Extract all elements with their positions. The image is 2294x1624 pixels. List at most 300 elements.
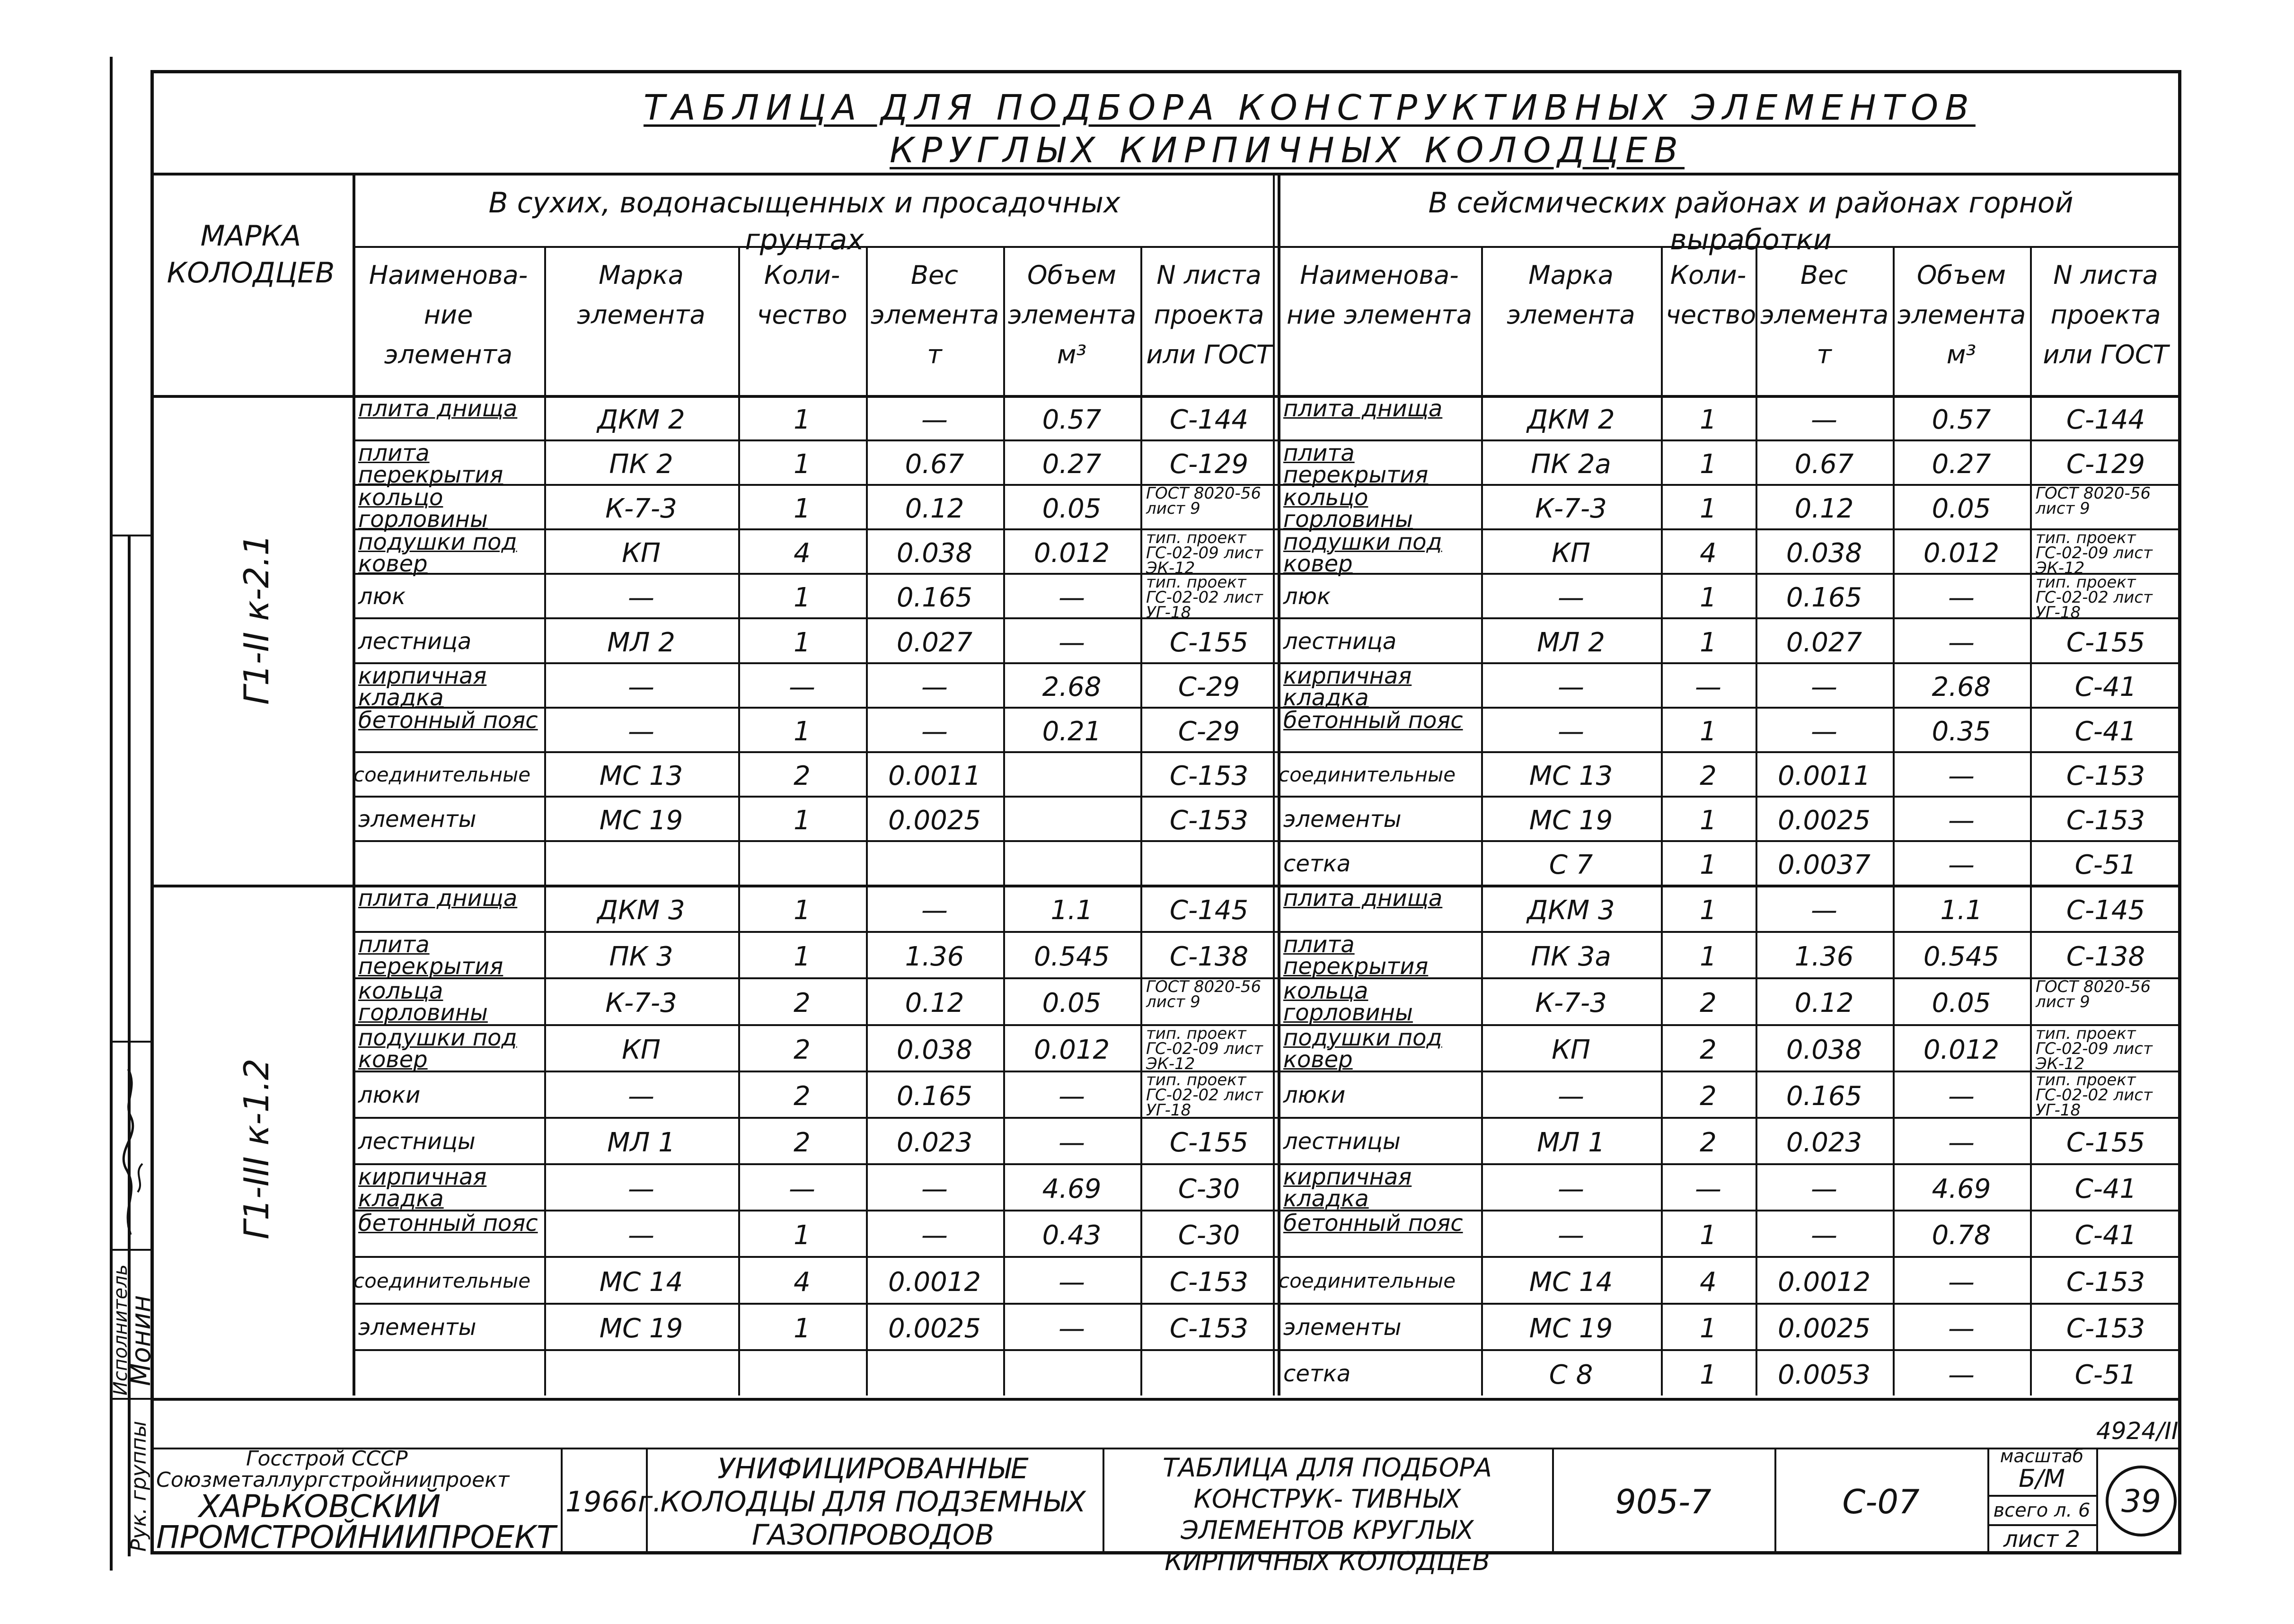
element-name: люк [358,583,406,610]
sheet-reference: ГОСТ 8020-56 лист 9 [2036,977,2151,1012]
header-col-name-left: Наименова- ние элемента [369,260,528,369]
element-weight: 0.0025 [1778,1313,1870,1344]
element-name: кольца горловины [1283,978,1413,1027]
row-line [1278,931,2181,933]
element-weight: 0.0025 [888,1313,981,1344]
grid-line [1756,246,1757,1396]
stamp-org-4: ПРОМСТРОЙНИИПРОЕКТ [156,1519,556,1555]
element-name: плита днища [358,395,518,422]
element-mark: КП [622,538,661,569]
element-mark: МС 14 [1529,1266,1613,1298]
element-qty: 2 [794,1034,811,1065]
title-line-2: КРУГЛЫХ КИРПИЧНЫХ КОЛОДЦЕВ [890,130,1685,171]
header-mark: МАРКА КОЛОДЦЕВ [167,219,335,290]
sheet-reference: С-155 [2066,1127,2145,1158]
row-line [353,617,1278,619]
element-volume: — [1059,1313,1085,1344]
element-volume: 0.57 [1042,404,1102,436]
sheet-reference: С-51 [2074,849,2137,880]
element-weight: 0.165 [896,1080,973,1112]
element-qty: 1 [1700,582,1717,614]
element-weight: 0.0011 [888,760,981,791]
element-weight: 0.027 [896,627,973,658]
element-volume: — [1948,1266,1975,1298]
sheet-reference: С-153 [1169,1313,1249,1344]
side-strip-line [128,535,131,1556]
element-weight: 0.12 [1794,988,1854,1019]
stamp-org-3: ХАРЬКОВСКИЙ [199,1488,441,1525]
element-mark: МЛ 1 [607,1127,675,1158]
element-qty: 2 [794,1127,811,1158]
row-line [1278,1349,2181,1351]
row-line [1278,796,2181,798]
element-qty: 2 [794,1080,811,1112]
stamp-divider [1103,1448,1104,1554]
element-weight: — [1811,1174,1837,1205]
page-number: 39 [2106,1466,2177,1536]
grid-line [1140,246,1142,1396]
element-weight: 0.67 [905,449,964,480]
element-volume: 4.69 [1042,1174,1102,1205]
element-volume: 0.57 [1932,404,1991,436]
element-name: кирпичная кладка [358,662,487,711]
row-line [1278,1303,2181,1305]
element-qty: 2 [1700,1080,1717,1112]
archive-number: 4924/II [2096,1417,2179,1445]
sheet-reference: С-29 [1178,671,1240,702]
sheet-reference: С-155 [2066,627,2145,658]
element-mark: ДКМ 3 [1527,895,1615,926]
element-qty: 1 [1700,849,1717,880]
element-qty: — [789,671,815,702]
element-volume: 0.35 [1932,716,1991,747]
element-qty: 4 [1700,1266,1717,1298]
sheet-reference: С-153 [2066,805,2145,836]
element-mark: МС 19 [599,805,683,836]
element-mark: ПК 2а [1531,449,1611,480]
element-weight: 0.12 [1794,493,1854,525]
row-line [353,1303,1278,1305]
sheet-reference: С-153 [1169,760,1249,791]
stamp-divider [1987,1448,1989,1554]
header-col-volume-right: Объем элемента м³ [1897,260,2026,369]
row-line [353,840,1278,842]
element-mark: — [1558,1080,1584,1112]
element-qty: 2 [1700,988,1717,1019]
element-name: кольца горловины [358,978,488,1027]
element-qty: 1 [1700,449,1717,480]
element-name: плита днища [1283,395,1443,422]
sheet-reference: тип. проект ГС-02-09 лист ЭК-12 [2036,528,2153,578]
header-col-sheet-left: N листа проекта или ГОСТ [1146,260,1272,369]
element-weight: 0.0053 [1778,1359,1870,1390]
element-name: элементы [1283,806,1402,833]
element-mark: МС 19 [599,1313,683,1344]
element-weight: 0.12 [905,988,964,1019]
element-name: бетонный пояс [358,707,538,734]
side-strip-line [110,1249,150,1251]
element-volume: 1.1 [1940,895,1983,926]
element-mark: ДКМ 2 [597,404,685,436]
sheet-reference: С-145 [2066,895,2145,926]
stamp-divider [2096,1448,2098,1554]
element-mark: — [1558,1174,1584,1205]
element-qty: — [789,1174,815,1205]
side-strip-line [110,1398,150,1400]
element-qty: 2 [1700,760,1717,791]
stamp-cell-line [1987,1495,2096,1497]
element-qty: 1 [794,941,811,973]
stamp-series: УНИФИЦИРОВАННЫЕ КОЛОДЦЫ ДЛЯ ПОДЗЕМНЫХ ГАЗОПРОВОДОВ [660,1452,1086,1552]
element-volume: 0.545 [1923,941,2000,973]
element-weight: — [1811,716,1837,747]
element-volume: 0.21 [1042,716,1102,747]
element-weight: — [1811,404,1837,436]
element-qty: 1 [1700,404,1717,436]
element-name: сетка [1283,850,1351,877]
element-mark: МС 13 [599,760,683,791]
sheet-reference: С-145 [1169,895,1249,926]
element-volume: — [1948,760,1975,791]
element-weight: 0.023 [1786,1127,1862,1158]
row-line [353,662,1278,664]
element-mark: КП [622,1034,661,1065]
element-weight: 0.038 [896,538,973,569]
element-volume: — [1059,1266,1085,1298]
element-name: бетонный пояс [358,1210,538,1237]
grid-line [1893,246,1895,1396]
element-volume: 0.012 [1033,1034,1110,1065]
element-name: лестница [358,628,472,655]
row-line [1278,1163,2181,1165]
element-qty: 2 [1700,1127,1717,1158]
element-name: лестницы [1283,1128,1401,1155]
element-weight: 0.165 [1786,582,1862,614]
element-volume: — [1948,1313,1975,1344]
element-weight: 0.0025 [1778,805,1870,836]
grid-line [866,246,868,1396]
element-weight: — [921,1174,948,1205]
element-name: плита днища [1283,885,1443,912]
element-qty: — [1695,1174,1721,1205]
header-group-left: В сухих, водонасыщенных и просадочных грунтах [488,186,1121,256]
element-weight: 0.0011 [1778,760,1870,791]
element-name: соединительные [1279,1269,1456,1292]
element-mark: — [1558,671,1584,702]
stamp-code: 905-7 [1615,1483,1712,1521]
well-mark-2: Г1-III к-1.2 [237,1058,276,1239]
element-name: кольцо горловины [358,484,488,533]
element-name: плита днища [358,885,518,912]
side-name: Монин [126,1295,157,1386]
element-qty: 1 [794,1313,811,1344]
sheet-reference: С-29 [1178,716,1240,747]
header-col-qty-left: Коли- чество [757,260,847,330]
element-name: люки [1283,1081,1346,1108]
sheet-reference: тип. проект ГС-02-09 лист ЭК-12 [1146,1024,1263,1073]
element-mark: К-7-3 [605,988,677,1019]
stamp-total-sheets: всего л. 6 [1993,1500,2091,1521]
element-mark: — [628,1220,654,1251]
row-line [353,751,1278,753]
grid-line [1661,246,1663,1396]
element-mark: — [628,1174,654,1205]
stamp-inner-line [150,1448,2181,1449]
stamp-sheet-title: ТАБЛИЦА ДЛЯ ПОДБОРА КОНСТРУК- ТИВНЫХ ЭЛЕМЕНТОВ КРУГЛЫХ КИРПИЧНЫХ КОЛОДЦЕВ [1163,1453,1492,1576]
element-name: люки [358,1081,421,1108]
element-volume: 4.69 [1932,1174,1991,1205]
element-qty: 4 [794,538,811,569]
element-mark: ПК 3а [1531,941,1611,973]
row-line [1278,1256,2181,1258]
element-volume: — [1948,1127,1975,1158]
element-volume: 0.27 [1042,449,1102,480]
header-col-qty-right: Коли- чество [1666,260,1756,330]
row-line [353,1256,1278,1258]
element-weight: — [921,404,948,436]
element-qty: 1 [1700,895,1717,926]
element-volume: 2.68 [1932,671,1991,702]
element-qty: 1 [794,449,811,480]
sheet-reference: С-155 [1169,627,1249,658]
element-volume: — [1059,1080,1085,1112]
element-weight: — [1811,1220,1837,1251]
stamp-sheet-code: С-07 [1842,1483,1920,1521]
stamp-divider [1552,1448,1554,1554]
element-weight: — [1811,671,1837,702]
stamp-divider [1774,1448,1776,1554]
element-volume: — [1948,1359,1975,1390]
stamp-org-1: Госстрой СССР [246,1447,408,1471]
element-weight: — [921,895,948,926]
element-volume: 0.05 [1042,493,1102,525]
element-weight: 0.027 [1786,627,1862,658]
element-volume: 0.43 [1042,1220,1102,1251]
element-mark: ДКМ 2 [1527,404,1615,436]
title-line-1: ТАБЛИЦА ДЛЯ ПОДБОРА КОНСТРУКТИВНЫХ ЭЛЕМЕНТОВ [644,88,1976,128]
element-volume: 0.78 [1932,1220,1991,1251]
sheet-reference: С-51 [2074,1359,2137,1390]
sheet-reference: С-41 [2074,1220,2137,1251]
sheet-reference: тип. проект ГС-02-02 лист УГ-18 [2036,573,2153,623]
element-weight: 0.0012 [1778,1266,1870,1298]
sheet-reference: С-129 [2066,449,2145,480]
side-role-1: Рук. группы [127,1421,151,1552]
side-role-2: Исполнитель [110,1264,132,1396]
element-qty: 1 [794,895,811,926]
element-name: плита перекрытия [1283,931,1429,980]
element-weight: 0.038 [1786,1034,1862,1065]
grid-line [1481,246,1483,1396]
sheet-reference: С-30 [1178,1174,1240,1205]
stamp-sheet-number: лист 2 [2003,1526,2081,1553]
element-mark: К-7-3 [1535,988,1607,1019]
element-weight: 0.67 [1794,449,1854,480]
sheet-reference: ГОСТ 8020-56 лист 9 [1146,977,1262,1012]
element-volume: — [1059,582,1085,614]
element-weight: — [921,671,948,702]
element-name: плита перекрытия [358,931,503,980]
element-volume: 0.012 [1923,1034,2000,1065]
element-mark: МЛ 2 [607,627,675,658]
sheet-reference: С-153 [1169,805,1249,836]
element-name: люк [1283,583,1331,610]
sheet-reference: С-41 [2074,1174,2137,1205]
element-name: кольцо горловины [1283,484,1413,533]
element-volume: 0.05 [1932,988,1991,1019]
row-line [1278,840,2181,842]
sheet-reference: С-144 [2066,404,2145,436]
stamp-top-line [150,1398,2181,1401]
grid-line [150,173,2181,176]
stamp-scale: Б/М [2018,1465,2065,1493]
sheet-reference: С-153 [1169,1266,1249,1298]
sheet-reference: тип. проект ГС-02-02 лист УГ-18 [1146,573,1263,623]
stamp-org-2: Союзметаллургстройниипроект [156,1468,510,1492]
element-weight: — [921,716,948,747]
element-mark: — [1558,716,1584,747]
element-qty: 1 [794,627,811,658]
stamp-scale-label: масштаб [2000,1446,2084,1466]
element-mark: — [1558,1220,1584,1251]
sheet-reference: С-41 [2074,671,2137,702]
side-strip-line [110,1041,150,1043]
stamp-year: 1966г. [565,1485,662,1519]
element-name: плита перекрытия [358,440,503,489]
element-mark: МС 13 [1529,760,1613,791]
row-line [1278,751,2181,753]
element-name: кирпичная кладка [1283,662,1412,711]
element-qty: 1 [794,404,811,436]
element-volume: 0.545 [1033,941,1110,973]
grid-line [1273,173,1275,1396]
element-mark: МЛ 2 [1537,627,1605,658]
sheet-reference: ГОСТ 8020-56 лист 9 [1146,484,1262,518]
element-qty: 1 [794,805,811,836]
element-qty: 1 [794,493,811,525]
header-group-right: В сейсмических районах и районах горной выработки [1428,186,2073,256]
well-mark-1: Г1-II к-2.1 [237,534,276,705]
element-volume: 1.1 [1050,895,1093,926]
element-volume: — [1948,627,1975,658]
sheet-reference: тип. проект ГС-02-09 лист ЭК-12 [1146,528,1263,578]
sheet-reference: тип. проект ГС-02-02 лист УГ-18 [1146,1070,1263,1120]
element-weight: 1.36 [1794,941,1854,973]
sheet-reference: С-155 [1169,1127,1249,1158]
element-mark: ПК 3 [609,941,673,973]
element-name: плита перекрытия [1283,440,1429,489]
element-qty: 1 [1700,805,1717,836]
element-name: подушки под ковер [1283,529,1442,578]
element-mark: МЛ 1 [1537,1127,1605,1158]
sheet-reference: С-153 [2066,1313,2145,1344]
element-name: бетонный пояс [1283,1210,1463,1237]
element-mark: МС 14 [599,1266,683,1298]
element-qty: 1 [1700,1220,1717,1251]
grid-line [2030,246,2032,1396]
sheet-reference: С-41 [2074,716,2137,747]
element-mark: — [628,582,654,614]
header-col-name-right: Наименова- ние элемента [1287,260,1472,330]
element-name: соединительные [353,1269,531,1292]
element-mark: ДКМ 3 [597,895,685,926]
element-weight: 0.12 [905,493,964,525]
grid-line [544,246,546,1396]
element-qty: 2 [1700,1034,1717,1065]
grid-line [1003,246,1005,1396]
element-qty: 2 [794,988,811,1019]
element-mark: КП [1552,538,1590,569]
element-name: лестницы [358,1128,476,1155]
element-weight: — [921,1220,948,1251]
row-line [353,796,1278,798]
header-col-mark-left: Марка элемента [577,260,706,330]
header-col-weight-left: Вес элемента т [871,260,999,369]
element-volume: 2.68 [1042,671,1102,702]
element-name: подушки под ковер [358,529,517,578]
row-line [353,931,1278,933]
sheet-reference: ГОСТ 8020-56 лист 9 [2036,484,2151,518]
element-name: подушки под ковер [358,1024,517,1073]
element-mark: — [1558,582,1584,614]
element-qty: 4 [1700,538,1717,569]
element-qty: 1 [794,582,811,614]
row-line [353,439,1278,441]
element-weight: 0.038 [1786,538,1862,569]
row-line [1278,439,2181,441]
element-volume: 0.05 [1042,988,1102,1019]
row-line [1278,662,2181,664]
element-name: кирпичная кладка [358,1164,487,1212]
sheet-reference: С-30 [1178,1220,1240,1251]
element-name: элементы [358,1314,476,1341]
element-name: подушки под ковер [1283,1024,1442,1073]
signature [112,1050,150,1239]
element-name: элементы [1283,1314,1402,1341]
element-weight: 0.038 [896,1034,973,1065]
element-weight: 0.0012 [888,1266,981,1298]
element-name: сетка [1283,1360,1351,1387]
sheet-reference: С-153 [2066,760,2145,791]
sheet-reference: тип. проект ГС-02-02 лист УГ-18 [2036,1070,2153,1120]
element-weight: 0.165 [1786,1080,1862,1112]
element-volume: 0.012 [1033,538,1110,569]
element-qty: 1 [1700,1313,1717,1344]
element-volume: 0.05 [1932,493,1991,525]
element-mark: КП [1552,1034,1590,1065]
grid-line [738,246,740,1396]
element-weight: 0.0037 [1778,849,1870,880]
element-name: соединительные [1279,763,1456,786]
element-volume: 0.27 [1932,449,1991,480]
element-weight: 0.165 [896,582,973,614]
element-qty: 1 [794,716,811,747]
element-volume: — [1059,1127,1085,1158]
element-qty: 1 [1700,1359,1717,1390]
element-name: элементы [358,806,476,833]
element-name: соединительные [353,763,531,786]
stamp-divider [561,1448,563,1554]
row-line [353,1349,1278,1351]
sheet-reference: С-138 [2066,941,2145,973]
element-mark: К-7-3 [605,493,677,525]
element-mark: МС 19 [1529,805,1613,836]
element-qty: 2 [794,760,811,791]
element-volume: 0.012 [1923,538,2000,569]
header-col-weight-right: Вес элемента т [1760,260,1889,369]
row-line [353,1163,1278,1165]
header-col-volume-left: Объем элемента м³ [1008,260,1137,369]
